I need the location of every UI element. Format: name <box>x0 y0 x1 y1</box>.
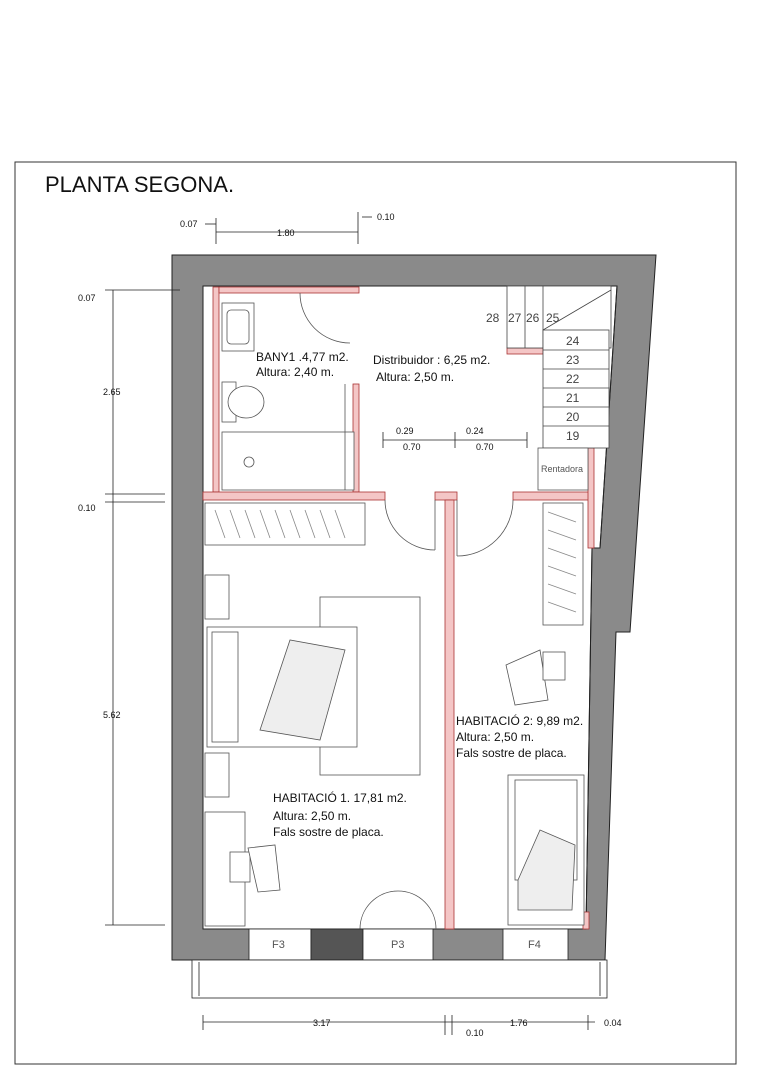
dim-bot-010: 0.10 <box>466 1028 484 1038</box>
hab1-name: HABITACIÓ 1. 17,81 m2. <box>273 791 407 805</box>
dim-mid-070a: 0.70 <box>403 442 421 452</box>
step-27: 27 <box>508 311 522 325</box>
hab2-name: HABITACIÓ 2: 9,89 m2. <box>456 714 584 728</box>
plan-title: PLANTA SEGONA. <box>45 172 235 197</box>
dim-left-265: 2.65 <box>103 387 121 397</box>
window-f3-label: F3 <box>272 939 285 951</box>
dim-mid-070b: 0.70 <box>476 442 494 452</box>
step-28: 28 <box>486 311 500 325</box>
dim-top-010: 0.10 <box>377 212 395 222</box>
bany-height: Altura: 2,40 m. <box>256 365 335 379</box>
hab1-note: Fals sostre de placa. <box>273 825 384 839</box>
wardrobe-hab1 <box>205 503 365 545</box>
hab2-note: Fals sostre de placa. <box>456 746 567 760</box>
step-20: 20 <box>566 410 580 424</box>
dim-bot-317: 3.17 <box>313 1018 331 1028</box>
dim-top-007: 0.07 <box>180 219 198 229</box>
step-23: 23 <box>566 353 580 367</box>
door-p3-label: P3 <box>391 939 405 951</box>
hab2-height: Altura: 2,50 m. <box>456 730 535 744</box>
dim-left-010: 0.10 <box>78 503 96 513</box>
bany-name: BANY1 .4,77 m2. <box>256 350 349 364</box>
wardrobe-hab2 <box>543 503 583 625</box>
hab1-height: Altura: 2,50 m. <box>273 809 352 823</box>
step-24: 24 <box>566 334 580 348</box>
distribuidor-height: Altura: 2,50 m. <box>376 370 455 384</box>
step-25: 25 <box>546 311 560 325</box>
washing-machine-label: Rentadora <box>541 464 584 474</box>
step-22: 22 <box>566 372 580 386</box>
dim-left-562: 5.62 <box>103 710 121 720</box>
dim-mid-029: 0.29 <box>396 426 414 436</box>
step-19: 19 <box>566 429 580 443</box>
distribuidor-name: Distribuidor : 6,25 m2. <box>373 353 491 367</box>
dim-left-007: 0.07 <box>78 293 96 303</box>
step-26: 26 <box>526 311 540 325</box>
single-bed <box>508 775 584 925</box>
dim-top-180: 1.80 <box>277 228 295 238</box>
window-f4-label: F4 <box>528 939 541 951</box>
dim-mid-024: 0.24 <box>466 426 484 436</box>
dim-bot-004: 0.04 <box>604 1018 622 1028</box>
step-21: 21 <box>566 391 580 405</box>
dim-bot-176: 1.76 <box>510 1018 528 1028</box>
